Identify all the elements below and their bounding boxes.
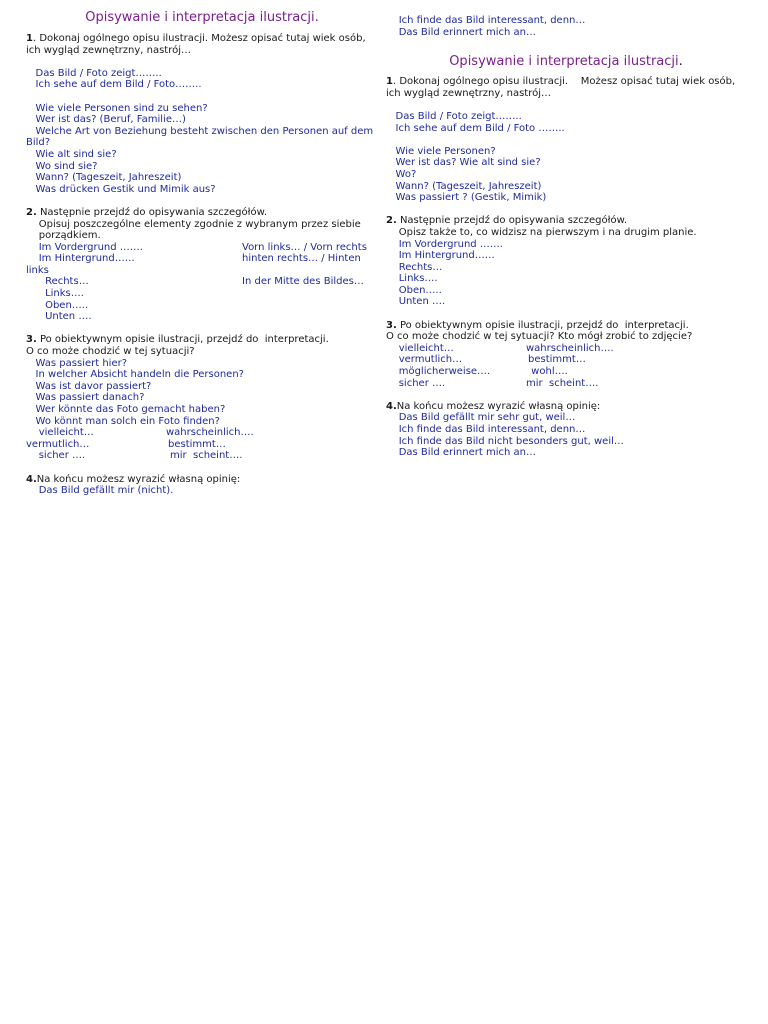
left-s2-text-3: porządkiem. [26, 230, 101, 242]
right-s2-rechts: Rechts… [386, 261, 443, 273]
left-s3-question-6: Wo könnt man solch ein Foto finden? [26, 415, 220, 427]
right-s4-opinion-4: Das Bild erinnert mich an… [386, 447, 536, 459]
right-s3-moeglicherweise: möglicherweise…. [386, 366, 491, 378]
right-s1-number: 1 [386, 76, 393, 88]
right-column [386, 0, 746, 459]
right-s4-number: 4. [386, 400, 397, 412]
left-s3-question-1: Was passiert hier? [26, 357, 128, 369]
right-s1-question-3: Wo? [386, 168, 417, 180]
right-s4-opinion-3: Ich finde das Bild nicht besonders gut, weil… [386, 435, 624, 447]
left-s4-opinion-2: Ich finde das Bild interessant, denn… [386, 15, 586, 26]
left-s3-vermutlich: vermutlich… [26, 438, 90, 450]
right-s2-unten: Unten …. [386, 296, 446, 308]
right-s4-opinion-2: Ich finde das Bild interessant, denn… [386, 424, 586, 435]
left-s2-row-vorne [26, 242, 378, 254]
right-s1-question-5: Was passiert ? (Gestik, Mimik) [386, 192, 547, 204]
left-s2-hintergrund: Im Hintergrund…… [26, 253, 135, 265]
left-s1-text: . Dokonaj ogólnego opisu ilustracji. Możesz opisać tutaj wiek osób, ich wygląd zewnętrzny, nastrój… [26, 33, 369, 56]
left-s2-text: Następnie przejdź do opisywania szczegółów. [36, 206, 268, 218]
left-section-4-intro [26, 474, 378, 486]
left-s2-row-hinten [26, 253, 378, 265]
left-s2-hinten-rechts: hinten rechts… / Hinten [242, 253, 361, 265]
left-s3-question-2: In welcher Absicht handeln die Personen? [26, 369, 244, 381]
left-s3-question-4: Was passiert danach? [26, 392, 145, 404]
right-s2-links: Links…. [386, 273, 438, 285]
right-s3-wahrscheinlich: wahrscheinlich…. [526, 342, 614, 354]
right-s3-text: Po obiektywnym opisie ilustracji, przejdź do interpretacji. [396, 319, 689, 331]
left-s1-question-3: Welche Art von Beziehung besteht zwischen den Personen auf dem Bild? [26, 125, 377, 149]
left-s3-question-5: Wer könnte das Foto gemacht haben? [26, 404, 226, 415]
left-section-1-intro [26, 33, 378, 56]
left-s3-row-1 [26, 427, 378, 439]
right-section-1-intro [386, 76, 746, 99]
right-s3-number: 3. [386, 319, 397, 331]
left-title: Opisywanie i interpretacja ilustracji. [85, 10, 319, 25]
left-s3-row-2 [26, 439, 378, 451]
left-s1-question-4: Wie alt sind sie? [26, 148, 117, 160]
right-s3-text-2: O co może chodzić w tej sytuacji? Kto mógł zrobić to zdjęcie? [386, 331, 693, 343]
right-section-3-intro [386, 320, 746, 332]
left-s3-sicher: sicher …. [26, 450, 86, 462]
left-s2-vordergrund: Im Vordergrund ……. [26, 241, 143, 253]
left-s1-phrase-b: Ich sehe auf dem Bild / Foto…….. [26, 79, 202, 91]
left-s2-unten: Unten …. [26, 311, 92, 323]
right-s2-number: 2. [386, 215, 397, 227]
right-s2-oben: Oben….. [386, 284, 442, 296]
left-s1-question-5: Wo sind sie? [26, 160, 98, 172]
left-s3-wahrscheinlich: wahrscheinlich…. [166, 427, 254, 439]
left-s1-question-7: Was drücken Gestik und Mimik aus? [26, 183, 216, 195]
left-s3-text-2: O co może chodzić w tej sytuacji? [26, 346, 195, 358]
right-s3-row-3 [386, 366, 746, 378]
right-s1-text: . Dokonaj ogólnego opisu ilustracji. Możesz opisać tutaj wiek osób, ich wygląd zewnętrzny, nastrój… [386, 76, 739, 99]
left-s2-oben: Oben….. [26, 299, 89, 311]
right-s2-text: Następnie przejdź do opisywania szczegółów. [396, 215, 628, 227]
left-s3-vielleicht: vielleicht… [26, 427, 94, 439]
right-s3-row-2 [386, 354, 746, 366]
left-s3-question-3: Was ist davor passiert? [26, 380, 152, 392]
right-s3-wohl: wohl…. [528, 366, 568, 378]
left-s2-text-2: Opisuj poszczególne elementy zgodnie z wybranym przez siebie [26, 218, 361, 230]
left-s3-number: 3. [26, 334, 37, 346]
right-s1-phrase-b: Ich sehe auf dem Bild / Foto …….. [386, 122, 565, 134]
left-s1-phrase-a: Das Bild / Foto zeigt…….. [26, 67, 162, 79]
left-s4-text: Na końcu możesz wyrazić własną opinię: [36, 473, 241, 485]
right-title-dot: . [678, 54, 683, 70]
right-title-text: Opisywanie i interpretacja ilustracji [449, 54, 679, 70]
right-s2-vordergrund: Im Vordergrund ……. [386, 238, 503, 250]
right-section-4-intro [386, 401, 746, 413]
left-s2-mitte: In der Mitte des Bildes… [242, 276, 364, 288]
left-s2-links: Links…. [26, 288, 84, 300]
right-title [386, 54, 746, 70]
right-s1-question-2: Wer ist das? Wie alt sind sie? [386, 157, 541, 169]
left-s3-bestimmt: bestimmt… [168, 438, 226, 450]
right-s4-opinion-1: Das Bild gefällt mir sehr gut, weil… [386, 412, 576, 424]
right-s3-row-4 [386, 378, 746, 390]
left-s3-mir-scheint: mir scheint…. [170, 450, 243, 462]
right-s3-mir-scheint: mir scheint…. [526, 377, 599, 389]
right-s2-text-2: Opisz także to, co widzisz na pierwszym i na drugim planie. [386, 226, 697, 238]
left-s3-text: Po obiektywnym opisie ilustracji, przejdź do interpretacji. [36, 334, 329, 346]
left-s1-question-2: Wer ist das? (Beruf, Familie…) [26, 114, 186, 126]
left-s2-links-word: links [26, 264, 49, 276]
left-s2-rechts: Rechts… [26, 276, 89, 288]
left-s2-row-rechts [26, 276, 378, 288]
right-s3-vielleicht: vielleicht… [386, 342, 454, 354]
right-s2-hintergrund: Im Hintergrund…… [386, 250, 495, 262]
right-s3-vermutlich: vermutlich… [386, 354, 463, 366]
left-s1-question-1: Wie viele Personen sind zu sehen? [26, 102, 208, 114]
right-s1-question-4: Wann? (Tageszeit, Jahreszeit) [386, 180, 542, 192]
left-column [26, 0, 378, 497]
right-section-2-intro [386, 215, 746, 227]
left-s4-number: 4. [26, 473, 37, 485]
left-s4-opinion-1: Das Bild gefällt mir (nicht). [26, 485, 174, 497]
right-s1-phrase-a: Das Bild / Foto zeigt…….. [386, 110, 522, 122]
right-s3-sicher: sicher …. [386, 377, 446, 389]
left-s3-row-3 [26, 450, 378, 462]
left-s4-opinion-3: Das Bild erinnert mich an… [386, 26, 536, 38]
left-s2-vorn-links: Vorn links… / Vorn rechts [242, 241, 367, 253]
left-section-2-intro [26, 207, 378, 219]
left-section-3-intro [26, 334, 378, 346]
right-s4-text: Na końcu możesz wyrazić własną opinię: [396, 400, 601, 412]
left-s1-question-6: Wann? (Tageszeit, Jahreszeit) [26, 172, 182, 184]
left-s2-number: 2. [26, 206, 37, 218]
right-s3-row-1 [386, 343, 746, 355]
right-s1-question-1: Wie viele Personen? [386, 145, 496, 157]
right-s3-bestimmt: bestimmt… [528, 354, 586, 366]
left-s1-number: 1 [26, 33, 33, 44]
